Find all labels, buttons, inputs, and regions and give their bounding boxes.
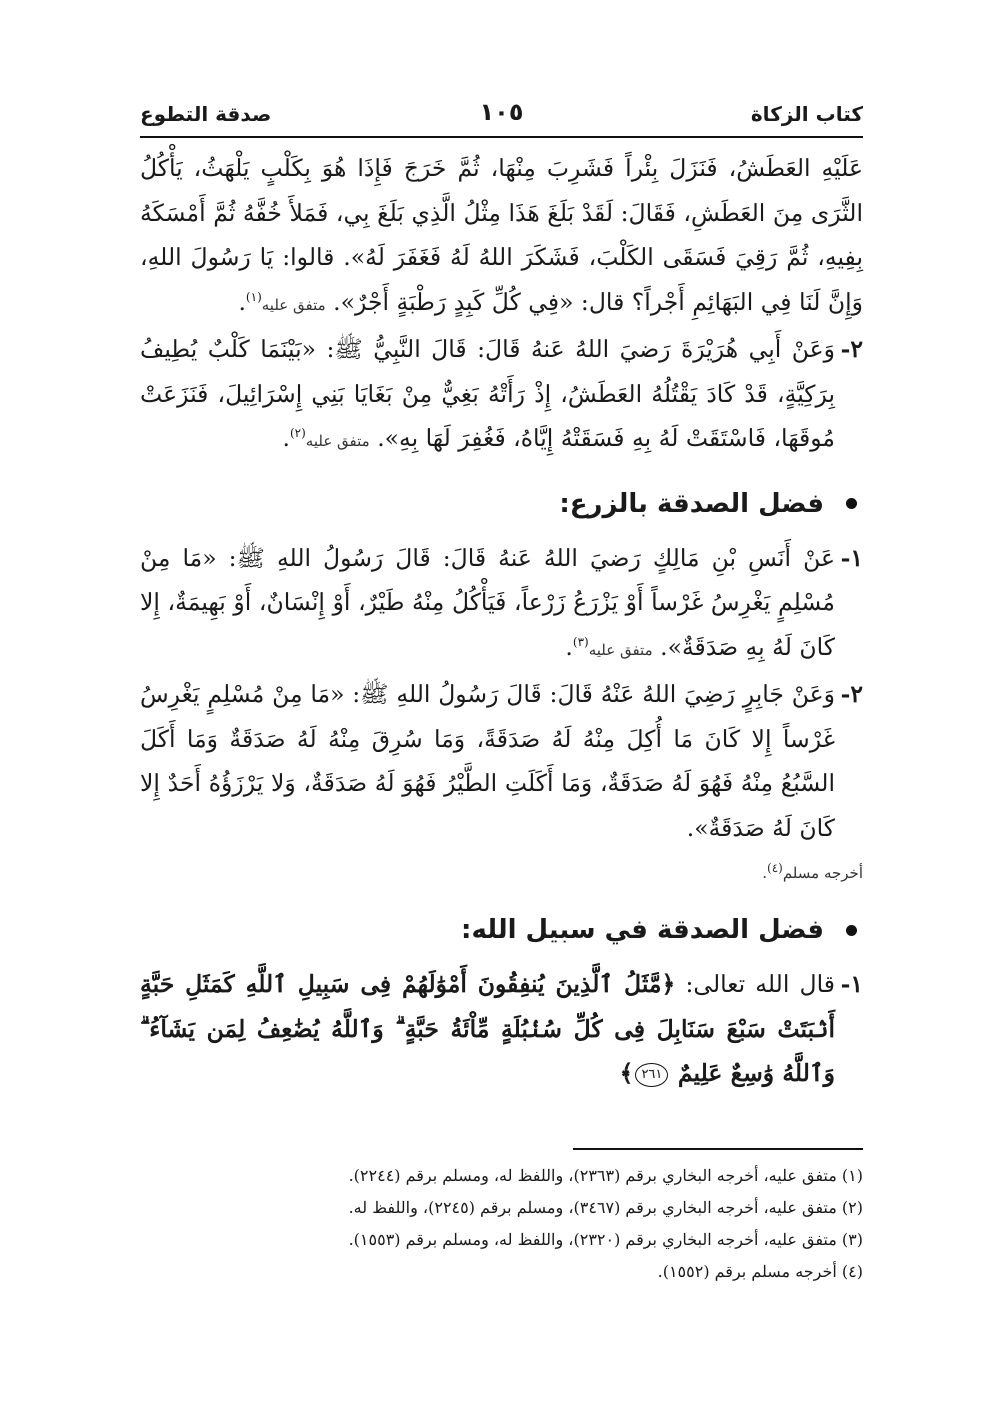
footnote-marker[interactable]: (٢) <box>289 426 306 441</box>
footnote: (٢) متفق عليه، أخرجه البخاري برقم (٣٤٦٧)، ومسلم برقم (٢٢٤٥)، واللفظ له. <box>348 1198 863 1217</box>
quran-close-bracket: ﴾ <box>619 1059 634 1087</box>
main-text <box>140 146 863 1096</box>
footnote: (٤) أخرجه مسلم برقم (١٥٥٢). <box>657 1262 863 1281</box>
paragraph-text: وَعَنْ أَبِي هُرَيْرَةَ رَضيَ اللهُ عَنهُ قَالَ: قَالَ النَّبِيُّ ﷺ: «بَيْنَمَا كَلْبٌ يُطِيفُ بِرَكِيَّةٍ، قَدْ كَادَ يَقْتُلُهُ العَطَشُ، إِذْ رَأَتْهُ بَغِيٌّ مِنْ بَغَايَا بَنِي إِسْرَائِيلَ، فَنَزَعَتْ مُوقَهَا، فَاسْتَقَتْ لَهُ بِهِ فَسَقَتْهُ إِيَّاهُ، فَغُفِرَ لَهَا بِهِ». <box>140 335 835 452</box>
hadith-item: ١- عَنْ أَنَسِ بْنِ مَالِكٍ رَضيَ اللهُ عَنهُ قَالَ: قَالَ رَسُولُ اللهِ ﷺ: «مَا مِنْ مُسْلِمٍ يَغْرِسُ غَرْساً أَوْ يَزْرَعُ زَرْعاً، فَيَأْكُلُ مِنْهُ طَيْرٌ، أَوْ إِنْسَانٌ، أَوْ بَهِيمَةٌ، إِلا كَانَ لَهُ بِهِ صَدَقَةٌ». متفق عليه$^{(٣)}$. <box>140 536 863 673</box>
item-number: ١- <box>840 970 863 998</box>
item-number: ٢- <box>840 335 863 363</box>
item-number: ١- <box>840 543 863 572</box>
hadith-reference: متفق عليه <box>305 432 370 450</box>
paragraph-text: عَلَيْهِ العَطَشُ، فَنَزَلَ بِئْراً فَشَرِبَ مِنْهَا، ثُمَّ خَرَجَ فَإِذَا هُوَ بِكَلْبٍ يَلْهَثُ، يَأْكُلُ الثَّرَى مِنَ العَطَشِ، فَقَالَ: لَقَدْ بَلَغَ هَذَا مِثْلُ الَّذِي بَلَغَ بِي، فَمَلأَ خُفَّهُ ثُمَّ أَمْسَكَهُ بِفِيهِ، ثُمَّ رَقِيَ فَسَقَى الكَلْبَ، فَشَكَرَ اللهُ لَهُ فَغَفَرَ لَهُ». قالوا: يَا رَسُولَ اللهِ، وَإِنَّ لَنَا فِي البَهَائِمِ أَجْراً؟ قال: «فِي كُلِّ كَبِدٍ رَطْبَةٍ أَجْرٌ». <box>140 154 863 316</box>
footnotes <box>140 1160 863 1288</box>
hadith-reference: متفق عليه <box>588 640 653 659</box>
item-number: ٢- <box>840 680 863 708</box>
quran-verse: ﴿مَّثَلُ ٱلَّذِينَ يُنفِقُونَ أَمْوَٰلَهُمْ فِى سَبِيلِ ٱللَّهِ كَمَثَلِ حَبَّةٍ أَنۢبَتَتْ سَبْعَ سَنَابِلَ فِى كُلِّ سُنۢبُلَةٍ مِّاْئَةُ حَبَّةٍ ۗ وَٱللَّهُ يُضَٰعِفُ لِمَن يَشَآءُ ۗ وَٱللَّهُ وَٰسِعٌ عَلِيمٌ <box>140 970 835 1087</box>
chapter-title: صدقة التطوع <box>140 102 272 126</box>
quran-intro: قال الله تعالى: <box>685 970 835 998</box>
footnote: (٣) متفق عليه، أخرجه البخاري برقم (٢٣٢٠)، واللفظ له، ومسلم برقم (١٥٥٣). <box>348 1230 863 1249</box>
quran-item <box>140 962 863 1096</box>
bullet-icon <box>846 498 857 509</box>
footnote-marker[interactable]: (٣) <box>572 634 589 649</box>
section-heading-text: فضل الصدقة بالزرع: <box>559 488 824 519</box>
paragraph-text: وَعَنْ جَابِرٍ رَضِيَ اللهُ عَنْهُ قَالَ: قَالَ رَسُولُ اللهِ ﷺ: «مَا مِنْ مُسْلِمٍ يَغْرِسُ غَرْساً إِلا كَانَ مَا أُكِلَ مِنْهُ لَهُ صَدَقَةً، وَمَا سُرِقَ مِنْهُ لَهُ صَدَقَةٌ وَمَا أَكَلَ السَّبُعُ مِنْهُ فَهُوَ لَهُ صَدَقَةٌ، وَمَا أَكَلَتِ الطَّيْرُ فَهُوَ لَهُ صَدَقَةٌ، وَلا يَرْزَؤُهُ أَحَدٌ إِلا كَانَ لَهُ صَدَقَةٌ». <box>140 680 835 842</box>
book-title: كتاب الزكاة <box>750 102 863 126</box>
hadith-reference-line: أخرجه مسلم$^{(٤)}$. <box>762 861 863 882</box>
hadith-item <box>140 672 863 850</box>
section-heading <box>140 910 863 950</box>
page-number: ١٠٥ <box>479 98 524 126</box>
running-header <box>140 96 863 138</box>
section-heading-text: فضل الصدقة في سبيل الله: <box>461 915 824 945</box>
footnote-marker[interactable]: (٤) <box>767 861 783 875</box>
bullet-icon <box>846 925 857 936</box>
section-heading <box>140 484 863 524</box>
footnote-divider <box>573 1148 863 1150</box>
footnote: (١) متفق عليه، أخرجه البخاري برقم (٢٣٦٣)، واللفظ له، ومسلم برقم (٢٢٤٤). <box>348 1166 863 1185</box>
paragraph-continuation: عَلَيْهِ العَطَشُ، فَنَزَلَ بِئْراً فَشَرِبَ مِنْهَا، ثُمَّ خَرَجَ فَإِذَا هُوَ بِكَلْبٍ يَلْهَثُ، يَأْكُلُ الثَّرَى مِنَ العَطَشِ، فَقَالَ: لَقَدْ بَلَغَ هَذَا مِثْلُ الَّذِي بَلَغَ بِي، فَمَلأَ خُفَّهُ ثُمَّ أَمْسَكَهُ بِفِيهِ، ثُمَّ رَقِيَ فَسَقَى الكَلْبَ، فَشَكَرَ اللهُ لَهُ فَغَفَرَ لَهُ». قالوا: يَا رَسُولَ اللهِ، وَإِنَّ لَنَا فِي البَهَائِمِ أَجْراً؟ قال: «فِي كُلِّ كَبِدٍ رَطْبَةٍ أَجْرٌ». متفق عليه$^{(١)}$. <box>140 154 863 316</box>
hadith-item: ٢- وَعَنْ أَبِي هُرَيْرَةَ رَضيَ اللهُ عَنهُ قَالَ: قَالَ النَّبِيُّ ﷺ: «بَيْنَمَا كَلْبٌ يُطِيفُ بِرَكِيَّةٍ، قَدْ كَادَ يَقْتُلُهُ العَطَشُ، إِذْ رَأَتْهُ بَغِيٌّ مِنْ بَغَايَا بَنِي إِسْرَائِيلَ، فَنَزَعَتْ مُوقَهَا، فَاسْتَقَتْ لَهُ بِهِ فَسَقَتْهُ إِيَّاهُ، فَغُفِرَ لَهَا بِهِ». متفق عليه$^{(٢)}$. <box>140 327 863 464</box>
hadith-reference: متفق عليه <box>261 295 326 314</box>
footnote-marker[interactable]: (١) <box>245 289 262 304</box>
paragraph-text: عَنْ أَنَسِ بْنِ مَالِكٍ رَضيَ اللهُ عَنهُ قَالَ: قَالَ رَسُولُ اللهِ ﷺ: «مَا مِنْ مُسْلِمٍ يَغْرِسُ غَرْساً أَوْ يَزْرَعُ زَرْعاً، فَيَأْكُلُ مِنْهُ طَيْرٌ، أَوْ إِنْسَانٌ، أَوْ بَهِيمَةٌ، إِلا كَانَ لَهُ بِهِ صَدَقَةٌ». <box>140 543 835 661</box>
ayah-number-icon: ٢٦١ <box>635 1063 668 1087</box>
hadith-reference: أخرجه مسلم <box>782 864 863 882</box>
